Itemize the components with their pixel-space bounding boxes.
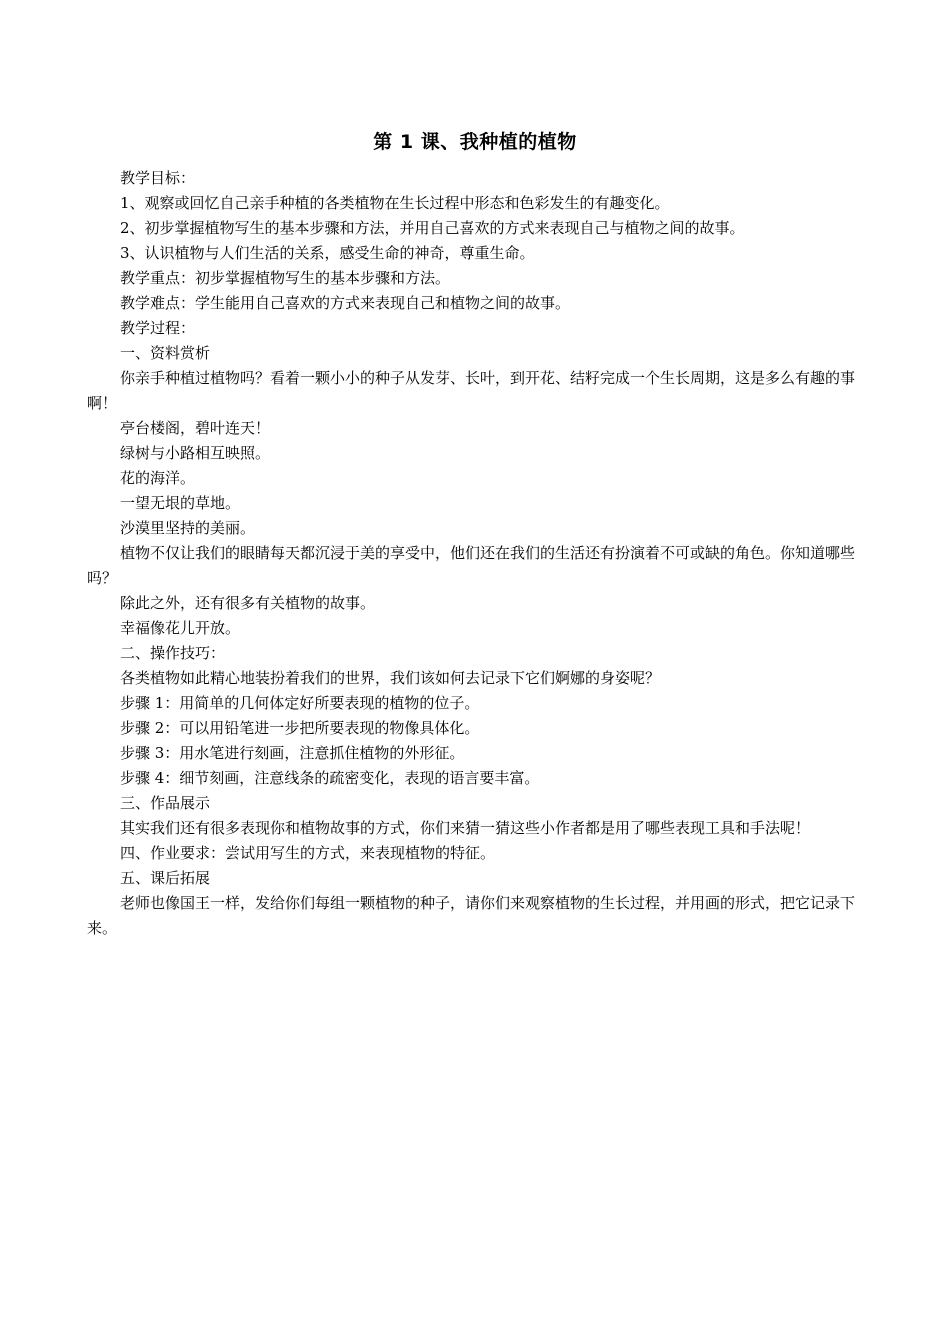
paragraph: 各类植物如此精心地装扮着我们的世界，我们该如何去记录下它们婀娜的身姿呢？ [120, 669, 661, 687]
paragraph: 你亲手种植过植物吗？看着一颗小小的种子从发芽、长叶，到开花、结籽完成一个生长周期，这是多么有趣的事啊！ [87, 369, 856, 412]
paragraph: 除此之外，还有很多有关植物的故事。 [120, 594, 376, 612]
section-heading: 二、操作技巧： [120, 644, 226, 662]
document-body [87, 166, 863, 941]
paragraph: 亭台楼阁，碧叶连天！ [120, 419, 271, 437]
section-heading: 四、作业要求：尝试用写生的方式，来表现植物的特征。 [120, 844, 496, 862]
paragraph: 幸福像花儿开放。 [120, 619, 241, 637]
document-page [87, 128, 863, 941]
paragraph: 1、观察或回忆自己亲手种植的各类植物在生长过程中形态和色彩发生的有趣变化。 [120, 194, 670, 212]
section-heading: 一、资料赏析 [120, 344, 211, 362]
section-heading: 五、课后拓展 [120, 869, 211, 887]
paragraph: 教学重点：初步掌握植物写生的基本步骤和方法。 [120, 269, 451, 287]
paragraph: 花的海洋。 [120, 469, 196, 487]
paragraph: 沙漠里坚持的美丽。 [120, 519, 256, 537]
paragraph: 教学难点：学生能用自己喜欢的方式来表现自己和植物之间的故事。 [120, 294, 571, 312]
paragraph: 3、认识植物与人们生活的关系，感受生命的神奇，尊重生命。 [120, 244, 535, 262]
paragraph: 2、初步掌握植物写生的基本步骤和方法，并用自己喜欢的方式来表现自己与植物之间的故事。 [120, 219, 745, 237]
paragraph: 其实我们还有很多表现你和植物故事的方式，你们来猜一猜这些小作者都是用了哪些表现工具和手法呢！ [120, 819, 811, 837]
step-item: 步骤 4：细节刻画，注意线条的疏密变化，表现的语言要丰富。 [120, 769, 540, 787]
paragraph: 教学目标： [120, 169, 196, 187]
page-title: 第 1 课、我种植的植物 [373, 131, 577, 153]
step-item: 步骤 3：用水笔进行刻画，注意抓住植物的外形征。 [120, 744, 465, 762]
step-item: 步骤 1：用简单的几何体定好所要表现的植物的位子。 [120, 694, 480, 712]
step-item: 步骤 2：可以用铅笔进一步把所要表现的物像具体化。 [120, 719, 480, 737]
paragraph: 一望无垠的草地。 [120, 494, 241, 512]
section-heading: 三、作品展示 [120, 794, 211, 812]
paragraph: 教学过程： [120, 319, 196, 337]
paragraph: 绿树与小路相互映照。 [120, 444, 271, 462]
paragraph: 老师也像国王一样，发给你们每组一颗植物的种子，请你们来观察植物的生长过程，并用画的形式，把它记录下来。 [87, 894, 856, 937]
paragraph: 植物不仅让我们的眼睛每天都沉浸于美的享受中，他们还在我们的生活还有扮演着不可或缺的角色。你知道哪些吗？ [87, 544, 856, 587]
